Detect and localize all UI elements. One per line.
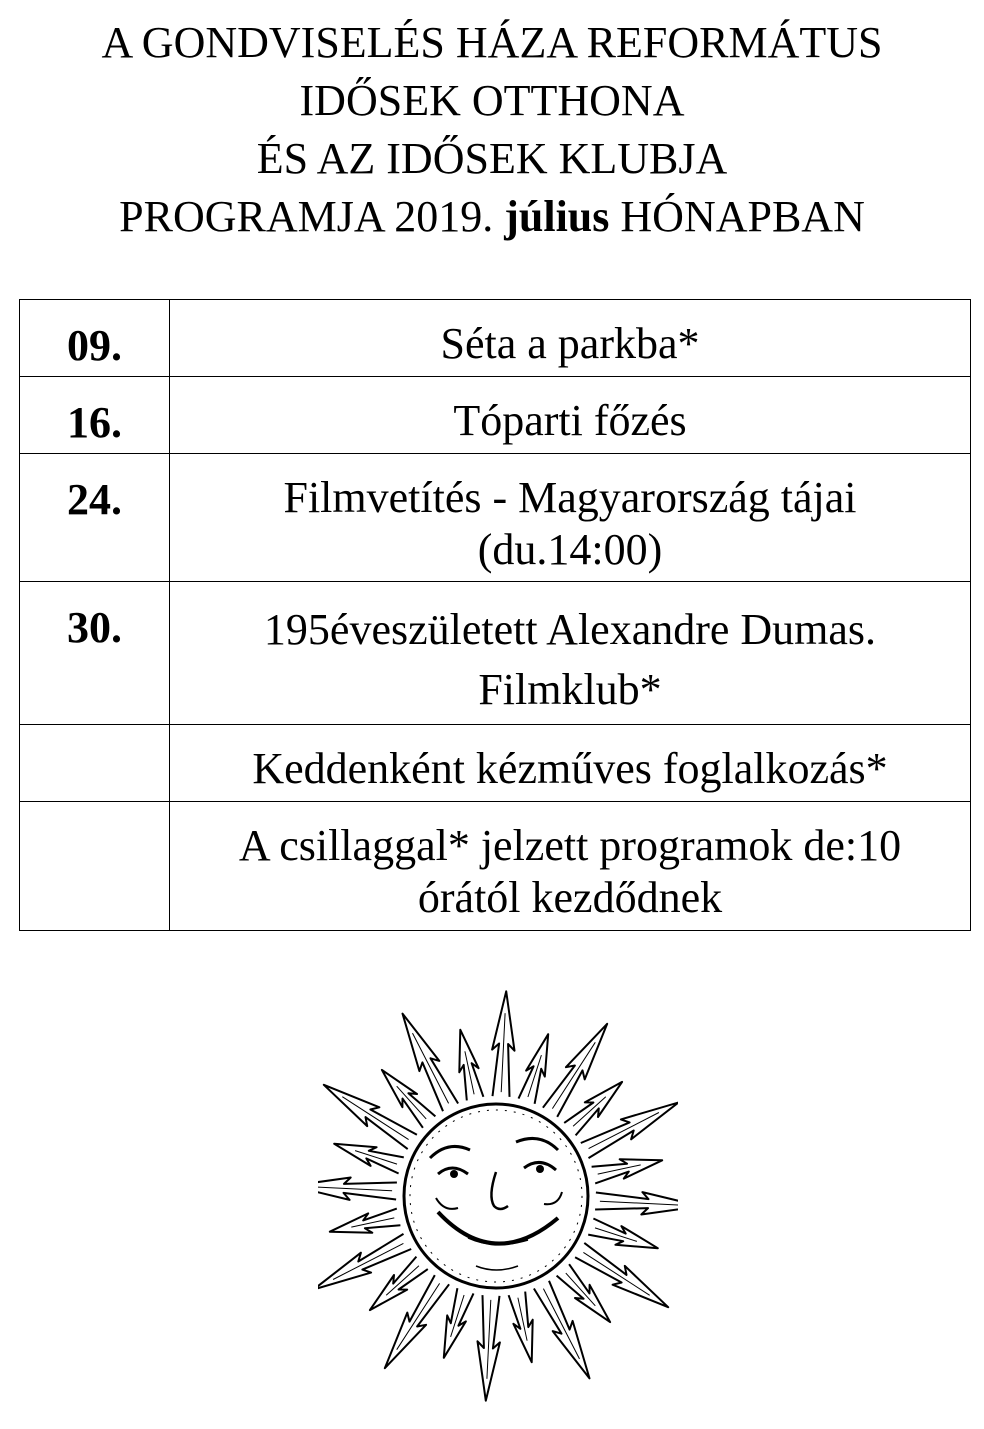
page-title (0, 14, 984, 246)
program-cell (170, 454, 971, 582)
title-month: július (504, 192, 610, 241)
table-row (20, 300, 971, 377)
sun-face (404, 1104, 588, 1288)
sun-ray (318, 1234, 411, 1290)
day-cell (20, 802, 170, 931)
program-line: A csillaggal* jelzett programok de:10 (238, 821, 902, 870)
sun-ray (330, 1209, 401, 1233)
program-line: Keddenként kézműves foglalkozás* (252, 744, 888, 793)
table-row (20, 725, 971, 802)
program-cell (170, 377, 971, 454)
table-row (20, 802, 971, 931)
program-line: 195éveszületett Alexandre Dumas. (263, 605, 877, 654)
program-line: (du.14:00) (477, 525, 663, 574)
sun-ray (575, 1243, 668, 1307)
sun-ray-vein (342, 1097, 408, 1140)
program-cell (170, 582, 971, 725)
day-cell: 30. (20, 582, 170, 725)
sun-ray (509, 1292, 533, 1363)
program-line: órától kezdődnek (417, 873, 723, 922)
sun-ray (592, 1159, 663, 1183)
sun-ray (581, 1103, 678, 1159)
title-prefix: PROGRAMJA 2019. (119, 192, 494, 241)
program-cell (170, 725, 971, 802)
sun-ray (519, 1034, 549, 1104)
title-line-2: IDŐSEK OTTHONA (299, 76, 685, 125)
schedule-table (19, 299, 971, 931)
program-cell (170, 300, 971, 377)
sun-ray-vein (583, 1252, 649, 1295)
sun-ray-vein (318, 1187, 392, 1191)
sun-ray (543, 1024, 607, 1117)
sun-ray-vein (487, 1300, 491, 1379)
title-line-4 (0, 188, 984, 246)
sun-ray (444, 1288, 474, 1358)
sun-ray (459, 1030, 483, 1101)
table-row (20, 454, 971, 582)
sun-ray (588, 1219, 658, 1249)
program-line: Tóparti főzés (453, 396, 687, 445)
day-cell: 24. (20, 454, 170, 582)
day-cell: 09. (20, 300, 170, 377)
day-cell: 16. (20, 377, 170, 454)
title-line-1: A GONDVISELÉS HÁZA REFORMÁTUS (101, 18, 883, 67)
table-row (20, 377, 971, 454)
program-line: Filmklub* (478, 665, 662, 714)
sun-ray (324, 1085, 417, 1149)
title-line-3: ÉS AZ IDŐSEK KLUBJA (256, 134, 728, 183)
title-suffix: HÓNAPBAN (620, 192, 865, 241)
smiling-sun-illustration (318, 982, 678, 1422)
day-cell (20, 725, 170, 802)
sun-ray-vein (600, 1201, 678, 1205)
program-cell (170, 802, 971, 931)
sun-ray (385, 1275, 449, 1368)
sun-ray-vein (501, 1013, 505, 1092)
sun-ray-vein (397, 1283, 440, 1349)
sun-ray-vein (552, 1042, 595, 1108)
sun-ray (334, 1144, 404, 1174)
table-row (20, 582, 971, 725)
program-line: Séta a parkba* (440, 319, 700, 368)
program-line: Filmvetítés - Magyarország tájai (283, 473, 857, 522)
